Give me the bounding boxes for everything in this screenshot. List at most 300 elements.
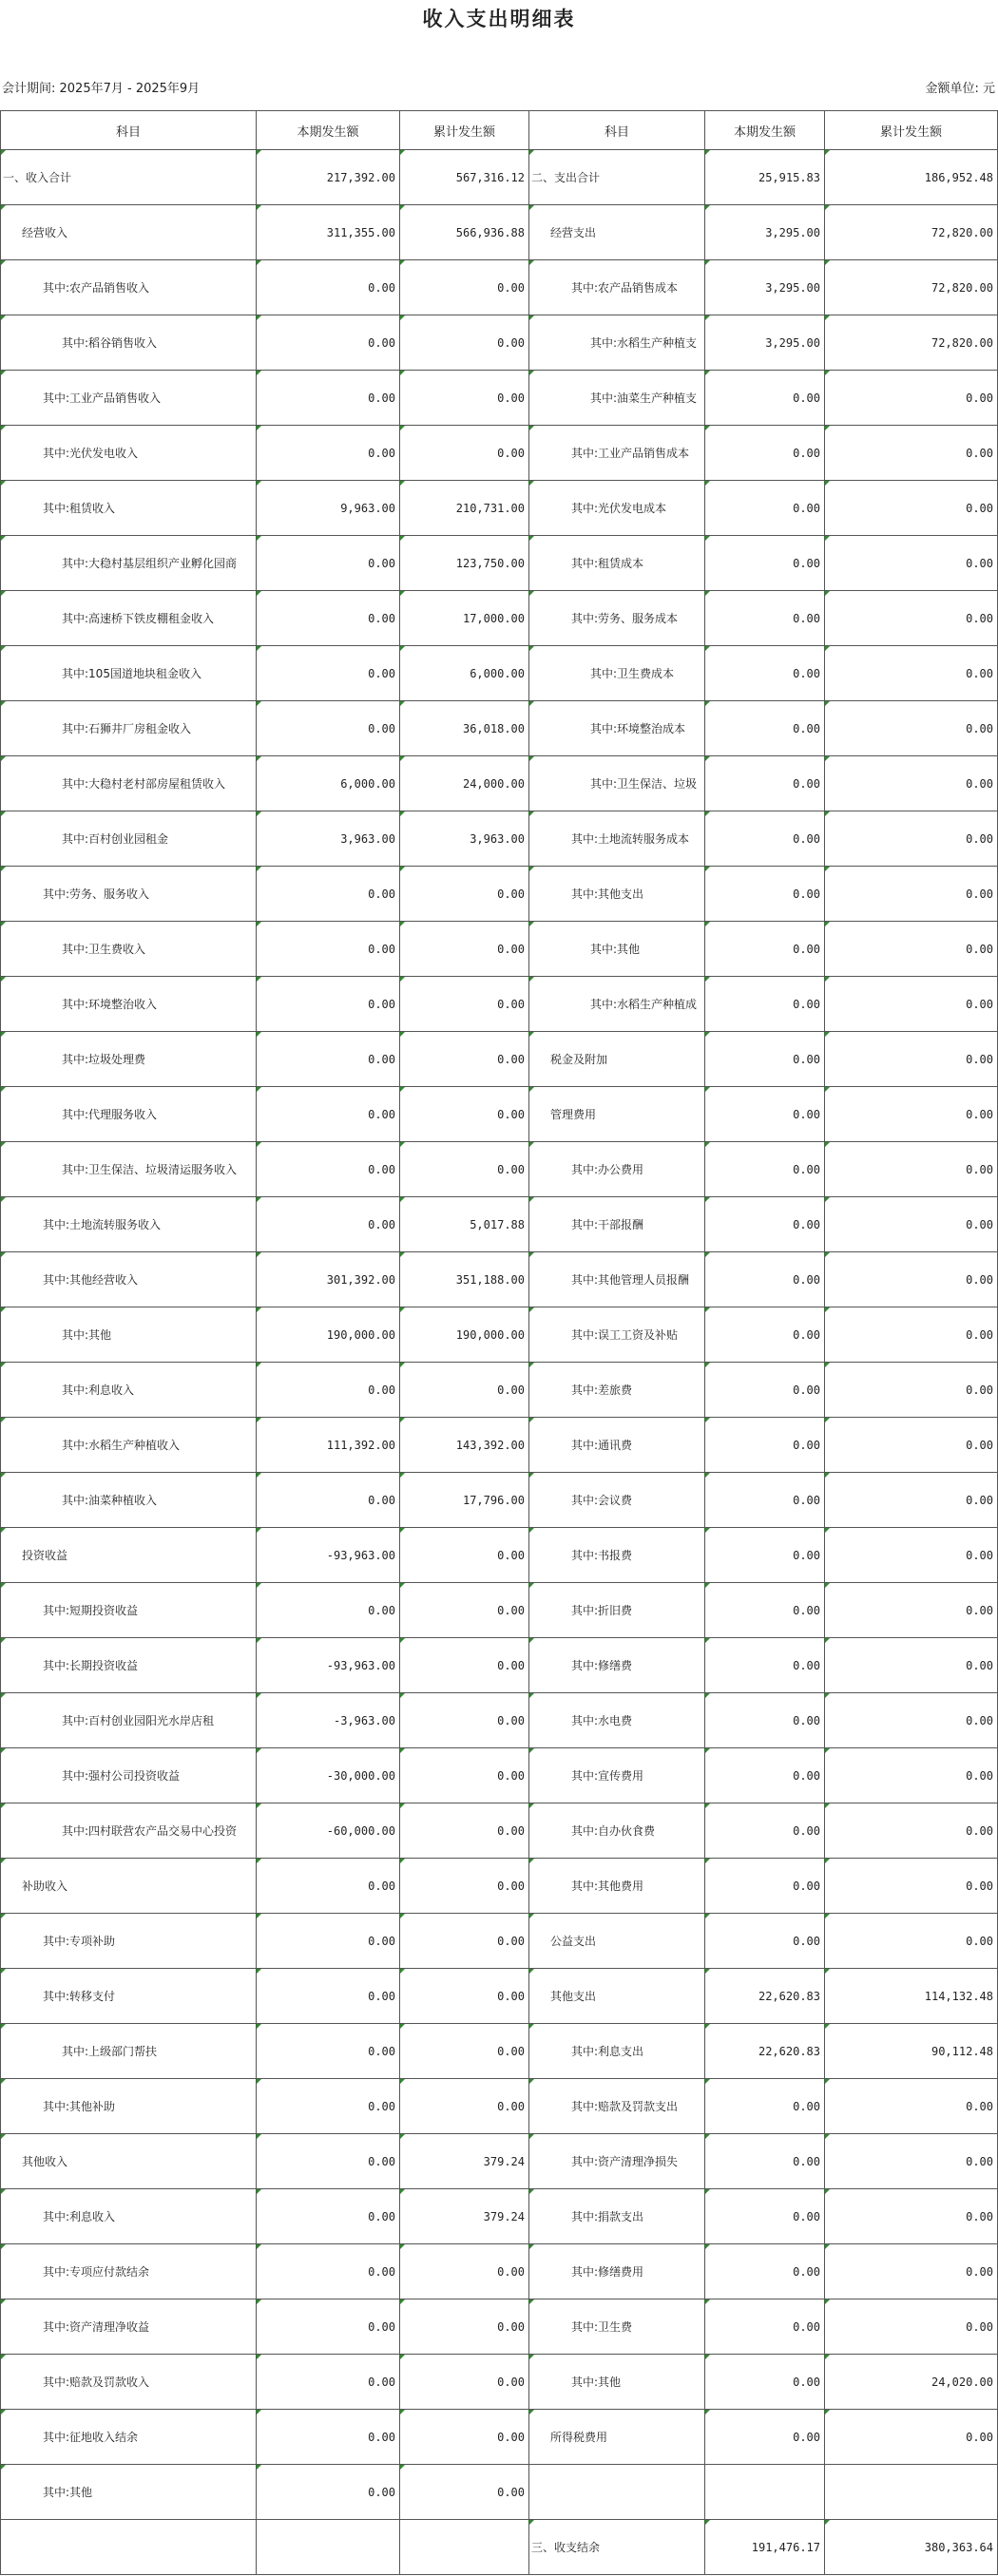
income-cumulative-amount: 17,000.00: [400, 591, 529, 646]
expense-subject: 其中:劳务、服务成本: [529, 591, 705, 646]
expense-current-amount: 0.00: [705, 1087, 825, 1142]
expense-cumulative-amount: 0.00: [825, 1914, 998, 1969]
table-row: [1, 701, 998, 756]
income-current-amount: 0.00: [257, 2134, 400, 2189]
expense-cumulative-amount: 186,952.48: [825, 150, 998, 205]
income-cumulative-amount: 0.00: [400, 977, 529, 1032]
income-current-amount: 6,000.00: [257, 756, 400, 811]
income-cumulative-amount: [400, 2520, 529, 2575]
expense-cumulative-amount: 0.00: [825, 1142, 998, 1197]
table-row: [1, 1969, 998, 2024]
expense-cumulative-amount: 0.00: [825, 867, 998, 922]
expense-cumulative-amount: 0.00: [825, 922, 998, 977]
expense-subject: 其中:会议费: [529, 1473, 705, 1528]
expense-subject: 其中:租赁成本: [529, 536, 705, 591]
expense-subject: 其中:其他费用: [529, 1859, 705, 1914]
income-cumulative-amount: 379.24: [400, 2189, 529, 2244]
income-subject: 其他收入: [1, 2134, 257, 2189]
expense-cumulative-amount: 0.00: [825, 1197, 998, 1252]
income-current-amount: 0.00: [257, 2299, 400, 2355]
expense-subject: 其他支出: [529, 1969, 705, 2024]
income-current-amount: -93,963.00: [257, 1528, 400, 1583]
expense-current-amount: 191,476.17: [705, 2520, 825, 2575]
income-current-amount: 0.00: [257, 1087, 400, 1142]
expense-subject: 其中:卫生费: [529, 2299, 705, 2355]
expense-current-amount: 0.00: [705, 1252, 825, 1307]
expense-subject: 其中:干部报酬: [529, 1197, 705, 1252]
expense-current-amount: 0.00: [705, 1473, 825, 1528]
table-row: [1, 646, 998, 701]
income-cumulative-amount: 0.00: [400, 2410, 529, 2465]
income-cumulative-amount: 0.00: [400, 1693, 529, 1748]
income-subject: 其中:卫生保洁、垃圾清运服务收入: [1, 1142, 257, 1197]
income-cumulative-amount: 0.00: [400, 1528, 529, 1583]
income-current-amount: 0.00: [257, 315, 400, 371]
expense-cumulative-amount: 0.00: [825, 1583, 998, 1638]
expense-cumulative-amount: 0.00: [825, 1032, 998, 1087]
income-current-amount: 0.00: [257, 1032, 400, 1087]
expense-cumulative-amount: 0.00: [825, 1307, 998, 1363]
income-subject: 其中:其他补助: [1, 2079, 257, 2134]
table-row: [1, 867, 998, 922]
expense-cumulative-amount: 0.00: [825, 1363, 998, 1418]
expense-current-amount: 0.00: [705, 1693, 825, 1748]
table-row: [1, 1197, 998, 1252]
expense-cumulative-amount: 0.00: [825, 371, 998, 426]
income-cumulative-amount: 0.00: [400, 1087, 529, 1142]
expense-current-amount: 0.00: [705, 646, 825, 701]
expense-current-amount: 3,295.00: [705, 205, 825, 260]
header-expense-cumulative: 累计发生额: [825, 111, 998, 150]
income-subject: 其中:资产清理净收益: [1, 2299, 257, 2355]
income-cumulative-amount: 0.00: [400, 371, 529, 426]
income-current-amount: 0.00: [257, 371, 400, 426]
income-current-amount: 0.00: [257, 2079, 400, 2134]
table-row: [1, 1748, 998, 1803]
accounting-period: 会计期间: 2025年7月 - 2025年9月: [2, 82, 201, 96]
expense-cumulative-amount: 0.00: [825, 2079, 998, 2134]
income-subject: 其中:水稻生产种植收入: [1, 1418, 257, 1473]
income-subject: 其中:劳务、服务收入: [1, 867, 257, 922]
table-header-row: [1, 111, 998, 150]
income-current-amount: 0.00: [257, 2410, 400, 2465]
expense-cumulative-amount: [825, 2465, 998, 2520]
table-row: [1, 1528, 998, 1583]
expense-current-amount: 22,620.83: [705, 1969, 825, 2024]
income-current-amount: 190,000.00: [257, 1307, 400, 1363]
table-row: [1, 2024, 998, 2079]
expense-subject: 其中:光伏发电成本: [529, 481, 705, 536]
expense-subject: 其中:捐款支出: [529, 2189, 705, 2244]
income-subject: 其中:石狮井厂房租金收入: [1, 701, 257, 756]
income-cumulative-amount: 0.00: [400, 1142, 529, 1197]
income-current-amount: 0.00: [257, 591, 400, 646]
income-subject: 其中:油菜种植收入: [1, 1473, 257, 1528]
expense-current-amount: 0.00: [705, 426, 825, 481]
table-row: [1, 205, 998, 260]
expense-cumulative-amount: 72,820.00: [825, 205, 998, 260]
expense-subject: 所得税费用: [529, 2410, 705, 2465]
income-current-amount: 0.00: [257, 2355, 400, 2410]
income-cumulative-amount: 0.00: [400, 1583, 529, 1638]
income-cumulative-amount: 0.00: [400, 2079, 529, 2134]
income-cumulative-amount: 36,018.00: [400, 701, 529, 756]
income-expense-table: [0, 110, 998, 2575]
income-current-amount: 301,392.00: [257, 1252, 400, 1307]
expense-current-amount: 0.00: [705, 1859, 825, 1914]
income-current-amount: 0.00: [257, 2465, 400, 2520]
expense-current-amount: 0.00: [705, 2134, 825, 2189]
table-row: [1, 1307, 998, 1363]
expense-current-amount: 0.00: [705, 1583, 825, 1638]
income-cumulative-amount: 0.00: [400, 2024, 529, 2079]
expense-current-amount: 0.00: [705, 1307, 825, 1363]
header-income-cumulative: 累计发生额: [400, 111, 529, 150]
expense-current-amount: 0.00: [705, 591, 825, 646]
income-cumulative-amount: 0.00: [400, 1638, 529, 1693]
expense-current-amount: 0.00: [705, 2189, 825, 2244]
expense-subject: 经营支出: [529, 205, 705, 260]
income-current-amount: -30,000.00: [257, 1748, 400, 1803]
expense-subject: 其中:其他管理人员报酬: [529, 1252, 705, 1307]
income-current-amount: 0.00: [257, 1583, 400, 1638]
income-current-amount: 0.00: [257, 977, 400, 1032]
income-current-amount: 0.00: [257, 1914, 400, 1969]
expense-cumulative-amount: 72,820.00: [825, 315, 998, 371]
income-current-amount: 0.00: [257, 260, 400, 315]
expense-cumulative-amount: 0.00: [825, 1803, 998, 1859]
income-subject: 其中:稻谷销售收入: [1, 315, 257, 371]
income-subject: 其中:其他: [1, 2465, 257, 2520]
expense-subject: 其中:其他: [529, 2355, 705, 2410]
expense-current-amount: 3,295.00: [705, 260, 825, 315]
income-cumulative-amount: 210,731.00: [400, 481, 529, 536]
expense-subject: 其中:工业产品销售成本: [529, 426, 705, 481]
income-cumulative-amount: 123,750.00: [400, 536, 529, 591]
expense-current-amount: 0.00: [705, 1914, 825, 1969]
table-row: [1, 2244, 998, 2299]
table-row: [1, 1363, 998, 1418]
income-cumulative-amount: 0.00: [400, 1803, 529, 1859]
income-cumulative-amount: 351,188.00: [400, 1252, 529, 1307]
expense-subject: 公益支出: [529, 1914, 705, 1969]
expense-cumulative-amount: 72,820.00: [825, 260, 998, 315]
expense-subject: 其中:赔款及罚款支出: [529, 2079, 705, 2134]
expense-current-amount: 0.00: [705, 1197, 825, 1252]
expense-subject: 管理费用: [529, 1087, 705, 1142]
expense-cumulative-amount: 380,363.64: [825, 2520, 998, 2575]
expense-current-amount: 0.00: [705, 1803, 825, 1859]
expense-current-amount: 0.00: [705, 2355, 825, 2410]
income-subject: 其中:专项补助: [1, 1914, 257, 1969]
income-subject: 其中:代理服务收入: [1, 1087, 257, 1142]
expense-subject: 其中:通讯费: [529, 1418, 705, 1473]
income-cumulative-amount: 0.00: [400, 1914, 529, 1969]
income-subject: 其中:百村创业园阳光水岸店租: [1, 1693, 257, 1748]
income-current-amount: 0.00: [257, 536, 400, 591]
income-current-amount: 311,355.00: [257, 205, 400, 260]
expense-current-amount: 0.00: [705, 1363, 825, 1418]
expense-subject: 其中:办公费用: [529, 1142, 705, 1197]
expense-subject: 其中:卫生保洁、垃圾: [529, 756, 705, 811]
expense-cumulative-amount: 0.00: [825, 536, 998, 591]
expense-subject: 其中:水稻生产种植成: [529, 977, 705, 1032]
income-cumulative-amount: 0.00: [400, 2355, 529, 2410]
income-subject: 投资收益: [1, 1528, 257, 1583]
table-row: [1, 977, 998, 1032]
header-income-subject: 科目: [1, 111, 257, 150]
income-current-amount: 0.00: [257, 426, 400, 481]
table-row: [1, 1418, 998, 1473]
expense-current-amount: 0.00: [705, 1032, 825, 1087]
income-cumulative-amount: 0.00: [400, 1032, 529, 1087]
table-row: [1, 1693, 998, 1748]
table-row: [1, 756, 998, 811]
expense-subject: 其中:卫生费成本: [529, 646, 705, 701]
income-subject: 一、收入合计: [1, 150, 257, 205]
income-current-amount: 0.00: [257, 1969, 400, 2024]
income-cumulative-amount: 0.00: [400, 1969, 529, 2024]
income-subject: 其中:百村创业园租金: [1, 811, 257, 867]
table-row: [1, 536, 998, 591]
income-cumulative-amount: 24,000.00: [400, 756, 529, 811]
report-meta: [0, 80, 998, 99]
table-row: [1, 371, 998, 426]
table-row: [1, 591, 998, 646]
expense-current-amount: [705, 2465, 825, 2520]
income-subject: 其中:工业产品销售收入: [1, 371, 257, 426]
expense-cumulative-amount: 0.00: [825, 1473, 998, 1528]
expense-cumulative-amount: 0.00: [825, 756, 998, 811]
income-subject: 其中:土地流转服务收入: [1, 1197, 257, 1252]
income-current-amount: 0.00: [257, 701, 400, 756]
income-subject: 其中:上级部门帮扶: [1, 2024, 257, 2079]
expense-cumulative-amount: 0.00: [825, 1638, 998, 1693]
income-current-amount: 3,963.00: [257, 811, 400, 867]
expense-cumulative-amount: 24,020.00: [825, 2355, 998, 2410]
table-row: [1, 426, 998, 481]
income-cumulative-amount: 567,316.12: [400, 150, 529, 205]
expense-current-amount: 0.00: [705, 867, 825, 922]
income-subject: 其中:四村联营农产品交易中心投资: [1, 1803, 257, 1859]
table-row: [1, 1914, 998, 1969]
income-cumulative-amount: 0.00: [400, 1748, 529, 1803]
income-subject: 其中:利息收入: [1, 2189, 257, 2244]
expense-cumulative-amount: 0.00: [825, 1748, 998, 1803]
expense-current-amount: 22,620.83: [705, 2024, 825, 2079]
expense-cumulative-amount: 0.00: [825, 701, 998, 756]
income-cumulative-amount: 0.00: [400, 260, 529, 315]
income-current-amount: 0.00: [257, 1197, 400, 1252]
income-current-amount: 0.00: [257, 922, 400, 977]
expense-subject: 其中:其他: [529, 922, 705, 977]
expense-subject: 其中:农产品销售成本: [529, 260, 705, 315]
expense-cumulative-amount: 0.00: [825, 2134, 998, 2189]
income-cumulative-amount: 190,000.00: [400, 1307, 529, 1363]
income-cumulative-amount: 379.24: [400, 2134, 529, 2189]
expense-subject: 其中:宣传费用: [529, 1748, 705, 1803]
expense-subject: 其中:修缮费用: [529, 2244, 705, 2299]
income-current-amount: -60,000.00: [257, 1803, 400, 1859]
income-current-amount: 0.00: [257, 1142, 400, 1197]
income-subject: 其中:大稳村老村部房屋租赁收入: [1, 756, 257, 811]
expense-subject: 其中:书报费: [529, 1528, 705, 1583]
income-subject: 补助收入: [1, 1859, 257, 1914]
expense-subject: 其中:自办伙食费: [529, 1803, 705, 1859]
expense-subject: 其中:环境整治成本: [529, 701, 705, 756]
expense-subject: 其中:其他支出: [529, 867, 705, 922]
income-current-amount: -3,963.00: [257, 1693, 400, 1748]
expense-subject: 其中:土地流转服务成本: [529, 811, 705, 867]
table-row: [1, 260, 998, 315]
income-cumulative-amount: 5,017.88: [400, 1197, 529, 1252]
income-subject: 其中:长期投资收益: [1, 1638, 257, 1693]
expense-subject: 三、收支结余: [529, 2520, 705, 2575]
expense-cumulative-amount: 0.00: [825, 1693, 998, 1748]
income-cumulative-amount: 0.00: [400, 922, 529, 977]
income-current-amount: 0.00: [257, 867, 400, 922]
expense-current-amount: 0.00: [705, 1418, 825, 1473]
income-subject: 其中:农产品销售收入: [1, 260, 257, 315]
table-row: [1, 1252, 998, 1307]
expense-cumulative-amount: 0.00: [825, 1252, 998, 1307]
income-current-amount: 217,392.00: [257, 150, 400, 205]
expense-current-amount: 0.00: [705, 1638, 825, 1693]
table-row: [1, 811, 998, 867]
expense-cumulative-amount: 0.00: [825, 2244, 998, 2299]
expense-current-amount: 0.00: [705, 2079, 825, 2134]
income-subject: 其中:其他: [1, 1307, 257, 1363]
expense-subject: 其中:油菜生产种植支: [529, 371, 705, 426]
income-cumulative-amount: 0.00: [400, 2465, 529, 2520]
table-row: [1, 481, 998, 536]
income-current-amount: -93,963.00: [257, 1638, 400, 1693]
expense-cumulative-amount: 0.00: [825, 481, 998, 536]
report-title: 收入支出明细表: [422, 7, 576, 30]
income-cumulative-amount: 0.00: [400, 867, 529, 922]
income-current-amount: 0.00: [257, 2024, 400, 2079]
expense-cumulative-amount: 90,112.48: [825, 2024, 998, 2079]
income-subject: 其中:卫生费收入: [1, 922, 257, 977]
income-cumulative-amount: 0.00: [400, 1363, 529, 1418]
income-subject: 其中:强村公司投资收益: [1, 1748, 257, 1803]
expense-subject: [529, 2465, 705, 2520]
expense-cumulative-amount: 0.00: [825, 2410, 998, 2465]
income-subject: 其中:高速桥下铁皮棚租金收入: [1, 591, 257, 646]
table-body: [1, 150, 998, 2575]
income-cumulative-amount: 566,936.88: [400, 205, 529, 260]
income-current-amount: 111,392.00: [257, 1418, 400, 1473]
income-current-amount: [257, 2520, 400, 2575]
income-subject: 其中:其他经营收入: [1, 1252, 257, 1307]
expense-cumulative-amount: 114,132.48: [825, 1969, 998, 2024]
income-current-amount: 0.00: [257, 2244, 400, 2299]
expense-cumulative-amount: 0.00: [825, 2189, 998, 2244]
table-row: [1, 1032, 998, 1087]
expense-subject: 其中:修缮费: [529, 1638, 705, 1693]
expense-current-amount: 0.00: [705, 2244, 825, 2299]
expense-cumulative-amount: 0.00: [825, 646, 998, 701]
income-current-amount: 0.00: [257, 2189, 400, 2244]
income-subject: 其中:大稳村基层组织产业孵化园商: [1, 536, 257, 591]
income-cumulative-amount: 0.00: [400, 1859, 529, 1914]
expense-subject: 其中:折旧费: [529, 1583, 705, 1638]
expense-cumulative-amount: 0.00: [825, 591, 998, 646]
income-subject: 其中:垃圾处理费: [1, 1032, 257, 1087]
table-row: [1, 1583, 998, 1638]
expense-current-amount: 0.00: [705, 922, 825, 977]
table-row: [1, 2079, 998, 2134]
expense-current-amount: 0.00: [705, 1142, 825, 1197]
income-subject: 其中:租赁收入: [1, 481, 257, 536]
expense-current-amount: 0.00: [705, 811, 825, 867]
table-row: [1, 2134, 998, 2189]
table-row: [1, 1859, 998, 1914]
income-cumulative-amount: 0.00: [400, 2244, 529, 2299]
header-expense-subject: 科目: [529, 111, 705, 150]
income-current-amount: 0.00: [257, 1473, 400, 1528]
income-subject: 经营收入: [1, 205, 257, 260]
table-row: [1, 1142, 998, 1197]
table-row: [1, 2465, 998, 2520]
table-row: [1, 1638, 998, 1693]
table-row: [1, 2189, 998, 2244]
table-row: [1, 1087, 998, 1142]
income-cumulative-amount: 143,392.00: [400, 1418, 529, 1473]
income-subject: 其中:利息收入: [1, 1363, 257, 1418]
expense-current-amount: 0.00: [705, 2299, 825, 2355]
expense-current-amount: 0.00: [705, 756, 825, 811]
income-cumulative-amount: 17,796.00: [400, 1473, 529, 1528]
header-expense-current: 本期发生额: [705, 111, 825, 150]
income-current-amount: 0.00: [257, 1363, 400, 1418]
table-row: [1, 2299, 998, 2355]
expense-cumulative-amount: 0.00: [825, 977, 998, 1032]
expense-subject: 其中:水电费: [529, 1693, 705, 1748]
table-row: [1, 2410, 998, 2465]
income-subject: 其中:105国道地块租金收入: [1, 646, 257, 701]
income-cumulative-amount: 0.00: [400, 2299, 529, 2355]
expense-cumulative-amount: 0.00: [825, 2299, 998, 2355]
expense-cumulative-amount: 0.00: [825, 811, 998, 867]
expense-cumulative-amount: 0.00: [825, 1087, 998, 1142]
table-row: [1, 922, 998, 977]
expense-current-amount: 0.00: [705, 701, 825, 756]
expense-current-amount: 0.00: [705, 371, 825, 426]
income-subject: 其中:专项应付款结余: [1, 2244, 257, 2299]
income-subject: 其中:转移支付: [1, 1969, 257, 2024]
income-subject: 其中:赔款及罚款收入: [1, 2355, 257, 2410]
expense-cumulative-amount: 0.00: [825, 1859, 998, 1914]
expense-cumulative-amount: 0.00: [825, 1528, 998, 1583]
expense-cumulative-amount: 0.00: [825, 426, 998, 481]
income-current-amount: 0.00: [257, 1859, 400, 1914]
expense-subject: 其中:利息支出: [529, 2024, 705, 2079]
expense-current-amount: 0.00: [705, 536, 825, 591]
income-subject: 其中:短期投资收益: [1, 1583, 257, 1638]
expense-current-amount: 0.00: [705, 977, 825, 1032]
income-cumulative-amount: 0.00: [400, 315, 529, 371]
income-cumulative-amount: 3,963.00: [400, 811, 529, 867]
header-income-current: 本期发生额: [257, 111, 400, 150]
expense-subject: 其中:误工工资及补贴: [529, 1307, 705, 1363]
expense-subject: 其中:水稻生产种植支: [529, 315, 705, 371]
table-row: [1, 2520, 998, 2575]
income-cumulative-amount: 0.00: [400, 426, 529, 481]
expense-current-amount: 0.00: [705, 2410, 825, 2465]
table-row: [1, 150, 998, 205]
expense-current-amount: 0.00: [705, 1528, 825, 1583]
